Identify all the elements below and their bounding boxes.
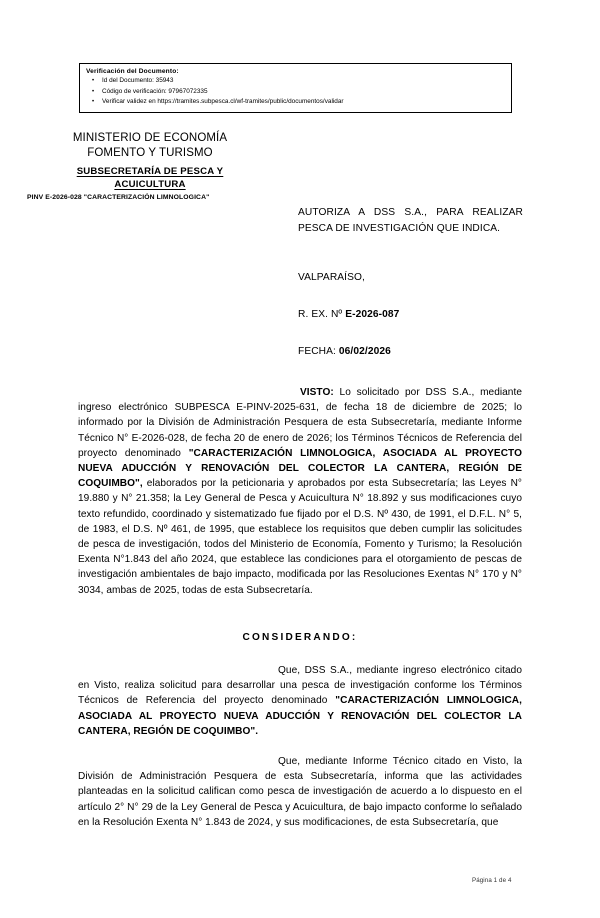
document-verification-box [79,63,512,113]
verification-list [80,76,511,108]
visto-label: VISTO: [300,387,334,398]
paragraph-considerando-2 [78,754,522,830]
document-subject: AUTORIZA A DSS S.A., PARA REALIZAR PESCA DE INVESTIGACIÓN QUE INDICA. [298,207,523,234]
considerando-heading: CONSIDERANDO: [242,632,358,643]
resolution-number-label: R. EX. Nº [298,309,346,320]
considerando-1-project-title: "CARACTERIZACIÓN LIMNOLOGICA, ASOCIADA AL PROYECTO NUEVA ADUCCIÓN Y RENOVACIÓN DEL COLECTOR LA CANTERA, REGIÓN DE COQUIMBO". [78,695,522,737]
paragraph-considerando-1 [78,663,522,739]
document-date-label: FECHA: [298,346,339,357]
verification-code: Código de verificación: 97967072335 [102,87,208,95]
project-code-label: PINV E-2026-028 "CARACTERIZACIÓN LIMNOLOGICA" [27,194,210,201]
bullet-icon: • [92,78,95,84]
resolution-number-line [298,309,399,320]
resolution-number-value: E-2026-087 [345,309,400,320]
document-date-line [298,346,391,357]
ministry-line-1: MINISTERIO DE ECONOMÍA [72,132,228,144]
visto-text-part-1: Lo solicitado por DSS S.A., mediante ingreso electrónico SUBPESCA E-PINV-2025-631, de fecha 18 de diciembre de 2025; lo informado por la División de Administración Pesquera de esta Subsecretaría, mediante Informe Técnico N° E-2026-028, de fecha 20 de enero de 2026; los Términos Técnicos de Referencia del proyecto denominado [78,387,522,459]
page-number-footer: Página 1 de 4 [472,877,512,884]
list-item [92,87,511,98]
bullet-icon: • [92,99,95,105]
subsecretaria-line-1: SUBSECRETARÍA DE PESCA Y [76,166,224,177]
bullet-icon: • [92,88,95,95]
document-date-value: 06/02/2026 [338,346,391,357]
considerando-1-text: Que, DSS S.A., mediante ingreso electrónico citado en Visto, realiza solicitud para desarrollar una pesca de investigación conforme los Términos Técnicos de Referencia del proyecto denominado [78,665,522,707]
subsecretaria-heading [20,166,280,191]
paragraph-visto [78,385,522,598]
visto-project-title: "CARACTERIZACIÓN LIMNOLOGICA, ASOCIADA AL PROYECTO NUEVA ADUCCIÓN Y RENOVACIÓN DEL COLECTOR LA CANTERA, REGIÓN DE COQUIMBO", [78,447,522,490]
visto-text-part-2: elaborados por la peticionaria y aprobados por esta Subsecretaría; las Leyes N° 19.880 y N° 21.358; la Ley General de Pesca y Acuicultura N° 18.892 y sus modificaciones cuyo texto refundido, coordinado y sistematizado fue fijado por el D.S. Nº 430, de 1991, el D.F.L. N° 5, de 1983, el D.S. Nº 461, de 1995, que establece los requisitos que deben cumplir las solicitudes de pesca de investigación, todos del Ministerio de Economía, Fomento y Turismo; la Resolución Exenta N°1.843 del año 2024, que establece las condiciones para el otorgamiento de pescas de investigación ambientales de bajo impacto, modificada por las Resoluciones Exentas N° 170 y N° 3034, ambas de 2025, todas de esta Subsecretaría. [78,478,522,596]
verification-url: Verificar validez en https://tramites.subpesca.cl/wf-tramites/public/documentos/validar [102,98,344,105]
considerando-2-text: Que, mediante Informe Técnico citado en Visto, la División de Administración Pesquera de esta Subsecretaría, informa que las actividades planteadas en la solicitud califican como pesca de investigación de acuerdo a lo dispuesto en el artículo 2° N° 29 de la Ley General de Pesca y Acuicultura, de bajo impacto conforme lo señalado en la Resolución Exenta N° 1.843 de 2024, y sus modificaciones, de esta Subsecretaría, que [78,756,522,828]
list-item [92,97,511,108]
document-place: VALPARAÍSO, [298,272,365,283]
ministry-heading [20,131,280,161]
list-item [92,76,511,87]
verification-title: Verificación del Documento: [86,68,179,75]
ministry-line-2: FOMENTO Y TURISMO [87,147,213,159]
subsecretaria-line-2: ACUICULTURA [114,178,186,190]
verification-document-id: Id del Documento: 35943 [102,77,174,84]
